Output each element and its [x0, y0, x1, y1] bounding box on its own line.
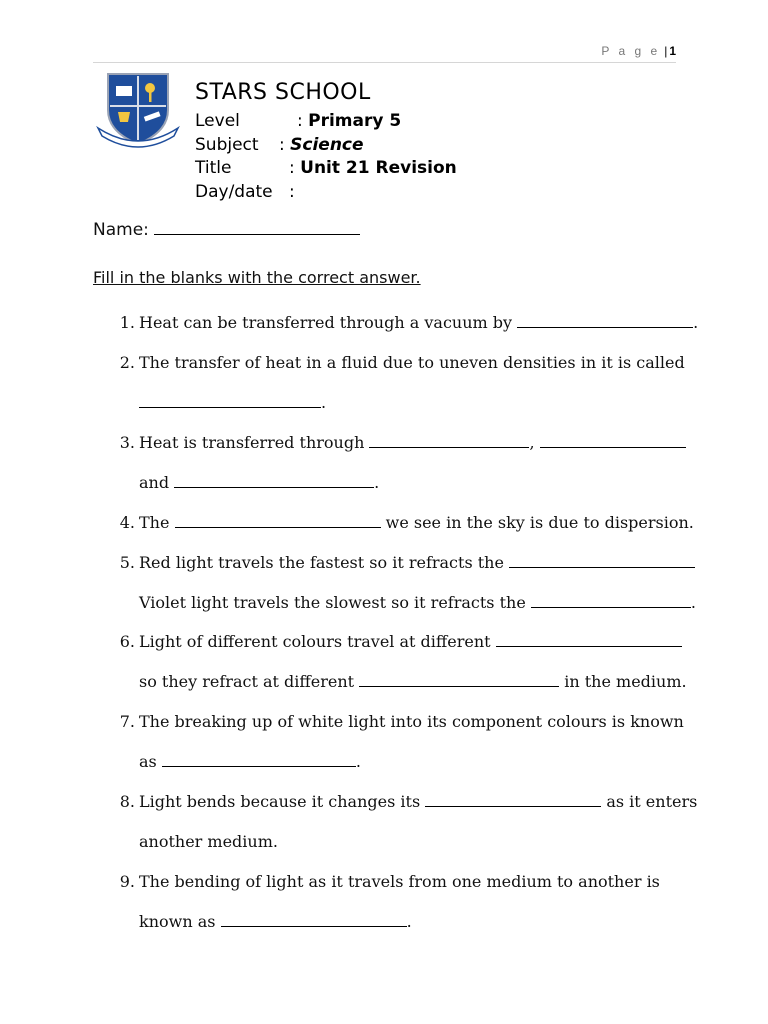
question-text: . [374, 473, 380, 492]
answer-blank[interactable] [517, 313, 693, 328]
question-text: as [139, 752, 162, 771]
instructions: Fill in the blanks with the correct answer. [93, 268, 421, 287]
title-label: Title [195, 158, 232, 178]
question-9-line-1 [119, 872, 660, 892]
question-2-line-2 [139, 393, 326, 413]
question-number: 5. [119, 553, 135, 572]
question-7-line-2 [139, 752, 361, 772]
question-text: The transfer of heat in a fluid due to uneven densities in it is called [139, 353, 685, 372]
title-row: Title : Unit 21 Revision [195, 158, 457, 178]
answer-blank[interactable] [162, 752, 356, 767]
answer-blank[interactable] [174, 473, 374, 488]
page-label: P a g e [601, 44, 661, 58]
question-text: . [690, 593, 696, 612]
question-number: 6. [119, 632, 135, 651]
question-text: in the medium. [559, 672, 687, 691]
page-number-header: P a g e | 1 [601, 44, 676, 58]
level-row: Level : Primary 5 [195, 111, 402, 131]
question-text: . [406, 912, 412, 931]
question-1-line-1 [119, 313, 699, 333]
name-blank[interactable] [154, 220, 360, 235]
answer-blank[interactable] [139, 393, 321, 408]
answer-blank[interactable] [496, 632, 682, 647]
question-3-line-2 [139, 473, 379, 493]
answer-blank[interactable] [221, 912, 407, 927]
question-6-line-1 [119, 632, 682, 652]
question-number: 7. [119, 712, 135, 731]
question-7-line-1 [119, 712, 684, 732]
name-field [93, 220, 360, 240]
question-number: 9. [119, 872, 135, 891]
question-text: known as [139, 912, 221, 931]
subject-row: Subject : Science [195, 135, 364, 155]
question-text: . [321, 393, 327, 412]
question-number: 4. [119, 513, 135, 532]
question-2-line-1 [119, 353, 685, 373]
question-text: The breaking up of white light into its component colours is known [139, 712, 684, 731]
question-text: . [355, 752, 361, 771]
question-text: another medium. [139, 832, 278, 851]
answer-blank[interactable] [175, 513, 381, 528]
name-label: Name: [93, 220, 149, 240]
school-name: STARS SCHOOL [195, 80, 371, 105]
page-number: 1 [669, 44, 676, 58]
date-label: Day/date [195, 182, 273, 202]
level-value: Primary 5 [308, 111, 402, 131]
question-5-line-2 [139, 593, 696, 613]
answer-blank[interactable] [531, 593, 691, 608]
question-text: , [529, 433, 540, 452]
question-number: 8. [119, 792, 135, 811]
question-text: as it enters [601, 792, 698, 811]
level-label: Level [195, 111, 240, 131]
question-text: Red light travels the fastest so it refracts the [139, 553, 510, 572]
date-row: Day/date : [195, 182, 295, 202]
school-crest-logo [94, 70, 182, 150]
question-number: 3. [119, 433, 135, 452]
question-text: we see in the sky is due to dispersion. [380, 513, 694, 532]
answer-blank[interactable] [359, 672, 559, 687]
question-8-line-1 [119, 792, 698, 812]
subject-label: Subject [195, 135, 259, 155]
question-text: Heat can be transferred through a vacuum by [139, 313, 518, 332]
answer-blank[interactable] [369, 433, 529, 448]
question-text: The bending of light as it travels from one medium to another is [139, 872, 660, 891]
question-text: . [693, 313, 699, 332]
answer-blank[interactable] [509, 553, 695, 568]
question-6-line-2 [139, 672, 687, 692]
answer-blank[interactable] [425, 792, 601, 807]
title-value: Unit 21 Revision [300, 158, 457, 178]
subject-value: Science [290, 135, 364, 155]
question-3-line-1 [119, 433, 686, 453]
question-text: Light of different colours travel at different [139, 632, 496, 651]
question-text: and [139, 473, 175, 492]
question-4-line-1 [119, 513, 694, 533]
question-number: 1. [119, 313, 135, 332]
question-9-line-2 [139, 912, 412, 932]
question-text: Heat is transferred through [139, 433, 370, 452]
question-text: The [139, 513, 175, 532]
question-text: so they refract at different [139, 672, 360, 691]
question-number: 2. [119, 353, 135, 372]
question-5-line-1 [119, 553, 695, 573]
answer-blank[interactable] [540, 433, 686, 448]
question-8-line-2 [139, 832, 278, 852]
question-text: Violet light travels the slowest so it refracts the [139, 593, 531, 612]
question-text: Light bends because it changes its [139, 792, 426, 811]
header-rule [93, 62, 676, 63]
